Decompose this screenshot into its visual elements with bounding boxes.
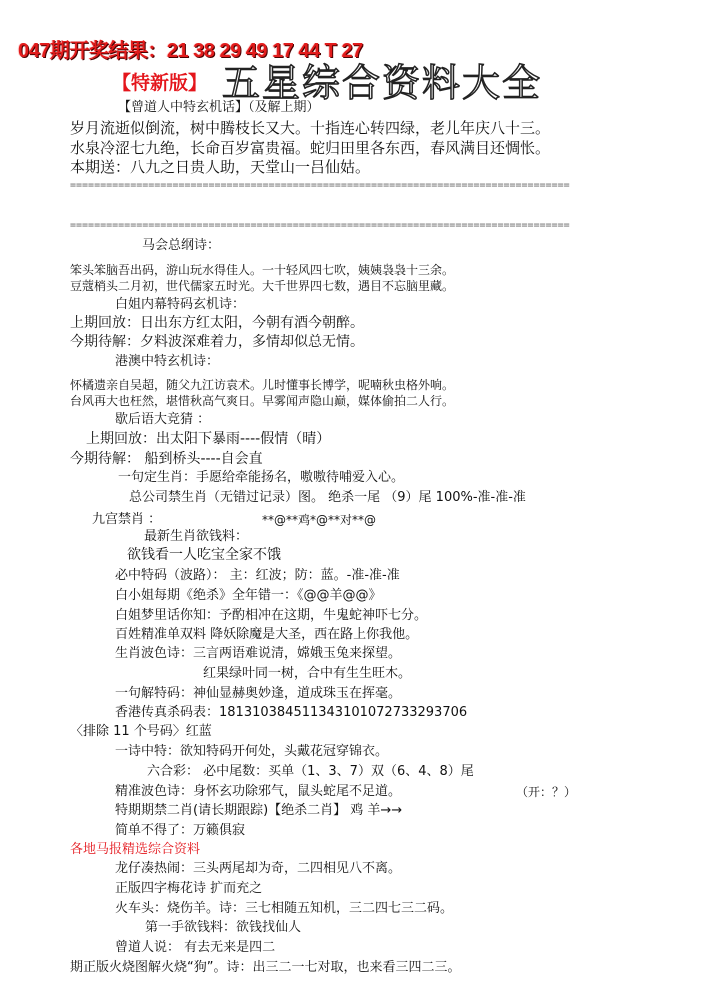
text-line: 正版四字梅花诗 扩而充之 [115,881,263,896]
text-line: 白姐梦里话你知：予酌相冲在这期，牛鬼蛇神吓七分。 [115,608,428,623]
text-line: 期正版火烧图解火烧“狗”。诗：出三二一七对取，也来看三四二三。 [70,960,461,975]
text-line: （开：？） [516,785,577,799]
text-line: 欲钱看一人吃宝全家不饿 [127,547,281,563]
section-heading: 【曾道人中特玄机话】（及解上期） [118,100,320,115]
text-line: 香港传真杀码表：181310384511343101072733293706 [115,705,468,720]
text-line: 白小姐每期《绝杀》全年错一：《@@羊@@》 [115,588,382,603]
section-heading: 各地马报精选综合资料 [70,842,201,857]
text-line: 特期期禁二肖(请长期跟踪)【绝杀二肖】 鸡 羊→→ [115,803,403,818]
section-heading: 最新生肖欲钱料： [144,529,249,544]
text-line: 上期回放：出太阳下暴雨----假情（晴） [86,431,331,447]
text-line: 一句定生肖：手愿给牵能扬名，嗷嗷待哺爱入心。 [118,470,405,485]
draw-result-banner: 047期开奖结果：21 38 29 49 17 44 T 27 [18,40,363,62]
poem-line: 岁月流逝似倒流，树中腾枝长又大。十指连心转四绿，老儿年庆八十三。 [70,119,551,137]
poem-line: 台风再大也枉然，堪惜秋高气爽日。早雾闻声隐山巅，媒体偷拍二人行。 [70,394,455,408]
text-line: 一诗中特：欲知特码开何处，头戴花冠穿锦衣。 [115,744,389,759]
poem-line: 豆蔻梢头二月初，世代儒家五时光。大千世界四七数，遇目不忘脑里藏。 [70,279,455,293]
text-line: 上期回放：日出东方红太阳，今朝有酒今朝醉。 [70,315,364,331]
section-heading: 白姐内幕特码玄机诗： [115,297,246,312]
text-line: **@**鸡*@**对**@ [262,513,377,527]
text-line: 今期待解：夕料波深难着力，多情却似总无情。 [70,334,364,350]
text-line: 简单不得了：万籁俱寂 [115,823,246,838]
poem-line: 水泉冷涩七九绝，长命百岁富贵福。蛇归田里各东西，春风满目还惆怅。 [70,139,551,157]
text-line: 精准波色诗：身怀玄功除邪气，鼠头蛇尾不足道。 [115,784,402,799]
poem-line: 怀橘遗亲自吴超，随父九江访袁术。儿时懂事长博学，呢喃秋虫格外响。 [70,378,455,392]
text-line: 一句解特码：神仙显赫奥妙逢，道成珠玉在挥毫。 [115,686,402,701]
text-line: 必中特码（波路）： 主：红波；防：蓝。-准-准-准 [115,568,400,583]
text-line: 总公司禁生肖（无错过记录）图。 绝杀一尾 （9）尾 100%-准-准-准 [129,490,526,505]
text-line: 六合彩： 必中尾数：买单（1、3、7）双（6、4、8）尾 [147,764,474,779]
text-line: 第一手欲钱料：欲钱找仙人 [145,920,302,935]
text-line: 〈排除 11 个号码〉红蓝 [70,724,212,739]
text-line: 生肖波色诗：三言两语难说清，嫦娥玉兔来探望。 [115,646,402,661]
section-heading: 马会总纲诗： [142,238,221,253]
text-line: 百姓精准单双料 降妖除魔是大圣，西在路上你我他。 [115,627,419,642]
poem-line: 笨头笨脑吾出码，游山玩水得佳人。一十轻风四七吹，姨姨袅袅十三余。 [70,263,455,277]
section-heading: 歇后语大竞猜 ： [115,412,211,427]
text-line: 今期待解： 船到桥头----自会直 [70,451,263,467]
text-line: 九宫禁肖 ： [92,512,162,527]
separator: =================================================================================== [70,180,570,191]
page-title: 五星综合资料大全 [222,61,543,105]
text-line: 龙仔凑热闹：三头两尾却为奇，二四相见八不离。 [115,861,402,876]
text-line: 红果绿叶同一树，合中有生生旺木。 [203,666,412,681]
poem-line: 本期送：八九之日贵人助，天堂山一吕仙姑。 [70,158,371,176]
separator: =================================================================================== [70,220,570,231]
section-heading: 港澳中特玄机诗： [115,354,220,369]
edition-label: 【特新版】 [112,72,208,94]
text-line: 曾道人说： 有去无来是四二 [115,940,276,955]
text-line: 火车头：烧伤羊。诗：三七相随五知机，三二四七三二码。 [115,901,454,916]
